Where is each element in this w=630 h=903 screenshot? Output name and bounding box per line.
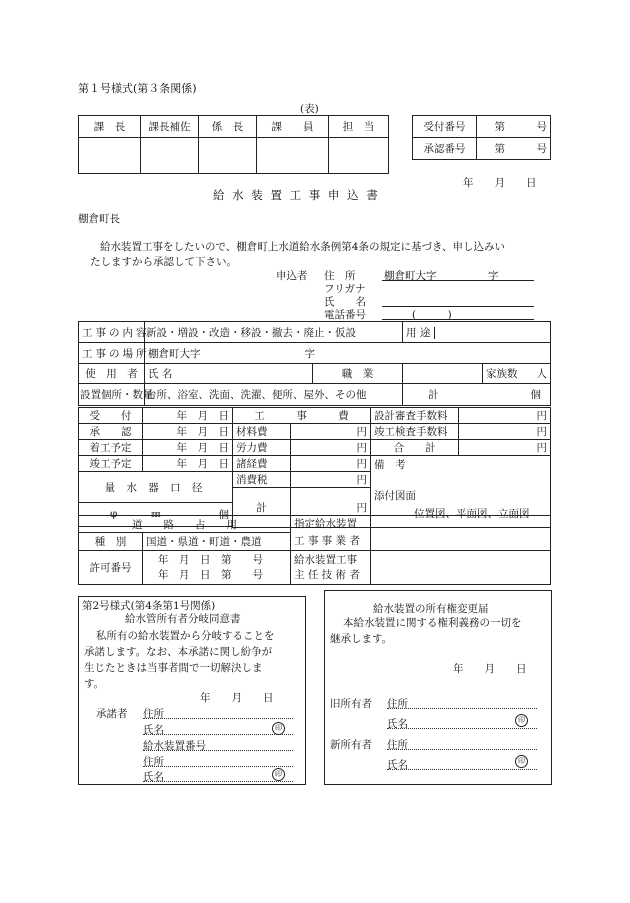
permit-label: 許可番号 [79,551,143,585]
form2-address2-line[interactable] [143,766,293,767]
cost-label: 消費税 [233,472,291,488]
cost-total-value[interactable]: 円 [291,488,371,528]
meter-label: 量 水 器 口 径 [79,472,233,503]
chief-label-2: 主 任 技 術 者 [294,568,360,581]
designated-label [291,516,371,551]
transfer-text: 本給水装置に関する権利義務の一切を [343,617,522,629]
schedule-label: 竣工予定 [79,456,143,472]
cost-value[interactable]: 円 [291,440,371,456]
fixtures-value[interactable]: 台所、浴室、洗面、洗濯、便所、屋外、その他 [145,384,403,406]
fixtures-label: 設置個所・数量 [79,384,145,406]
cost-value[interactable]: 円 [291,472,371,488]
form2-text: す。 [84,678,105,690]
cost-header: 工 事 費 [233,408,371,424]
use-label: 用 途 [406,327,435,339]
form2-title: 給水管所有者分岐同意書 [125,613,241,625]
transfer-text: 継承します。 [330,633,393,645]
main-application-table [78,321,551,406]
fee-value[interactable]: 円 [459,424,551,440]
phone-value[interactable]: ( ) [412,309,452,321]
cost-value[interactable]: 円 [291,456,371,472]
new-owner-seal-icon: 印 [515,754,528,768]
user-label: 使 用 者 [79,364,145,384]
applicant-aza: 字 [488,270,499,282]
kind-label: 種 別 [79,533,143,551]
body-text-line: たしますから承認して下さい。 [90,256,237,268]
applicant-address-label: 住 所 [324,270,356,282]
schedule-date[interactable]: 年 月 日 [143,424,233,440]
use-cell[interactable] [403,322,551,343]
furigana-label: フリガナ [324,283,366,295]
form2-seal-icon: 印 [272,721,285,735]
family-label: 家族数 [486,368,518,380]
schedule-date[interactable]: 年 月 日 [143,408,233,424]
designated-value[interactable] [371,516,551,551]
stamp-box[interactable] [199,138,257,174]
form2-device-no-line[interactable] [143,750,293,751]
fee-label: 設計審査手数料 [371,408,459,424]
total-unit: 個 [530,389,541,401]
cost-value[interactable]: 円 [291,424,371,440]
cost-label: 労力費 [233,440,291,456]
form2-text: 生じたときは当事者間で一切解決しま [84,662,263,674]
cost-label: 諸経費 [233,456,291,472]
permit-line: 年 月 日 第 号 [158,568,263,581]
approval-number-value[interactable]: 第 号 [477,138,551,160]
attach-label: 添付図面 [374,490,416,502]
form2-consenter: 承諾者 [96,708,128,720]
new-owner-address-line[interactable] [387,749,537,750]
form2-text: 私所有の給水装置から分岐することを [96,630,275,642]
form2-seal-icon-2: 印 [272,767,285,781]
total-label: 計 [428,389,439,401]
chief-label [291,551,371,585]
schedule-label: 受 付 [79,408,143,424]
job-label: 職 業 [313,364,403,384]
meter-unit: 個 [218,509,229,521]
road-contractor-table [78,515,551,585]
permit-value[interactable] [143,551,291,585]
meter-mm: ㎜ [151,510,161,520]
attach-value: 位置図、平面図、立面図 [414,508,530,520]
designated-label-2: 工 事 事 業 者 [294,535,360,547]
body-text-line: 給水装置工事をしたいので、棚倉町上水道給水条例第4条の規定に基づき、申し込みい [100,241,506,253]
old-owner-label: 旧所有者 [330,698,372,710]
date-line: 年 月 日 [463,177,537,189]
schedule-label: 承 認 [79,424,143,440]
fee-total-value[interactable]: 円 [459,440,551,456]
stamp-header: 担 当 [329,116,389,138]
transfer-date: 年 月 日 [453,663,527,675]
old-owner-address-line[interactable] [387,708,537,709]
stamp-header: 課長補佐 [141,116,199,138]
name-underline[interactable] [382,306,534,307]
addressee: 棚倉町長 [78,213,120,225]
stamp-box[interactable] [141,138,199,174]
meter-phi: φ [110,508,118,520]
family-cell[interactable] [483,364,551,384]
road-label: 道 路 占 用 [79,516,291,533]
address-underline [382,280,534,281]
total-cell[interactable] [403,384,551,406]
stamp-header: 係 長 [199,116,257,138]
old-owner-name-label: 氏名 [387,718,408,730]
stamp-header: 課 長 [79,116,141,138]
form2-name-line[interactable] [143,734,293,735]
form2-device-no-label: 給水装置番号 [143,740,206,752]
content-label: 工事の内容 [79,322,145,343]
place-label: 工事の場所 [79,343,145,364]
place-cell[interactable] [145,343,551,364]
page-title: 給 水 装 置 工 事 申 込 書 [213,188,380,202]
old-owner-name-line[interactable] [387,728,537,729]
new-owner-address-label: 住所 [387,739,408,751]
stamp-box[interactable] [257,138,329,174]
designated-label-1: 指定給水装置 [294,518,357,530]
form2-text: 承諾します。なお、本承諾に関し紛争が [84,646,273,658]
stamp-header: 課 員 [257,116,329,138]
kind-value[interactable]: 国道・県道・町道・農道 [143,533,291,551]
approval-stamp-table [78,115,389,174]
permit-line: 年 月 日 第 号 [158,553,263,566]
place-aza: 字 [304,347,315,360]
new-owner-name-label: 氏名 [387,759,408,771]
cost-label: 材料費 [233,424,291,440]
applicant-address-value[interactable]: 棚倉町大字 [384,270,437,282]
fee-label: 竣工検査手数料 [371,424,459,440]
form2-name-label: 氏名 [143,724,164,736]
fee-value[interactable]: 円 [459,408,551,424]
form2-address-line[interactable] [143,718,293,719]
old-owner-seal-icon: 印 [515,713,528,727]
applicant-prefix: 申込者 [276,270,308,282]
cost-schedule-table [78,407,551,528]
form2-name2-label: 氏名 [143,771,164,783]
reception-label: 受付番号 [413,116,477,138]
family-unit: 人 [536,368,547,380]
schedule-date[interactable]: 年 月 日 [143,440,233,456]
approval-number-label: 承認番号 [413,138,477,160]
reception-value[interactable]: 第 号 [477,116,551,138]
form-number: 第１号様式(第３条関係) [78,82,197,95]
remarks-label: 備 考 [374,459,406,471]
applicant-name-label: 氏 名 [324,296,366,308]
new-owner-label: 新所有者 [330,739,372,751]
reception-table [412,115,551,160]
form2-heading: 第2号様式(第4条第1号関係) [82,600,216,612]
chief-value[interactable] [371,551,551,585]
form2-address2-label: 住所 [143,756,164,768]
form2-date: 年 月 日 [200,692,274,704]
form2-address-label: 住所 [143,708,164,720]
job-value[interactable] [403,364,483,384]
cost-total-label: 計 [233,488,291,528]
content-options[interactable]: 新設・増設・改造・移設・撤去・廃止・仮設 [145,322,403,343]
form2-name2-line[interactable] [143,781,293,782]
place-value: 棚倉町大字 [148,347,201,360]
schedule-date[interactable]: 年 月 日 [143,456,233,472]
phone-label: 電話番号 [324,309,366,321]
user-name-label: 氏 名 [148,368,173,380]
old-owner-address-label: 住所 [387,698,408,710]
user-name-cell[interactable] [145,364,313,384]
stamp-box[interactable] [329,138,389,174]
new-owner-name-line[interactable] [387,769,537,770]
schedule-label: 着工予定 [79,440,143,456]
stamp-box[interactable] [79,138,141,174]
fee-total-label: 合 計 [371,440,459,456]
form-side: (表) [300,103,319,115]
phone-underline [382,319,534,320]
chief-label-1: 給水装置工事 [294,553,357,566]
transfer-title: 給水装置の所有権変更届 [373,603,489,615]
